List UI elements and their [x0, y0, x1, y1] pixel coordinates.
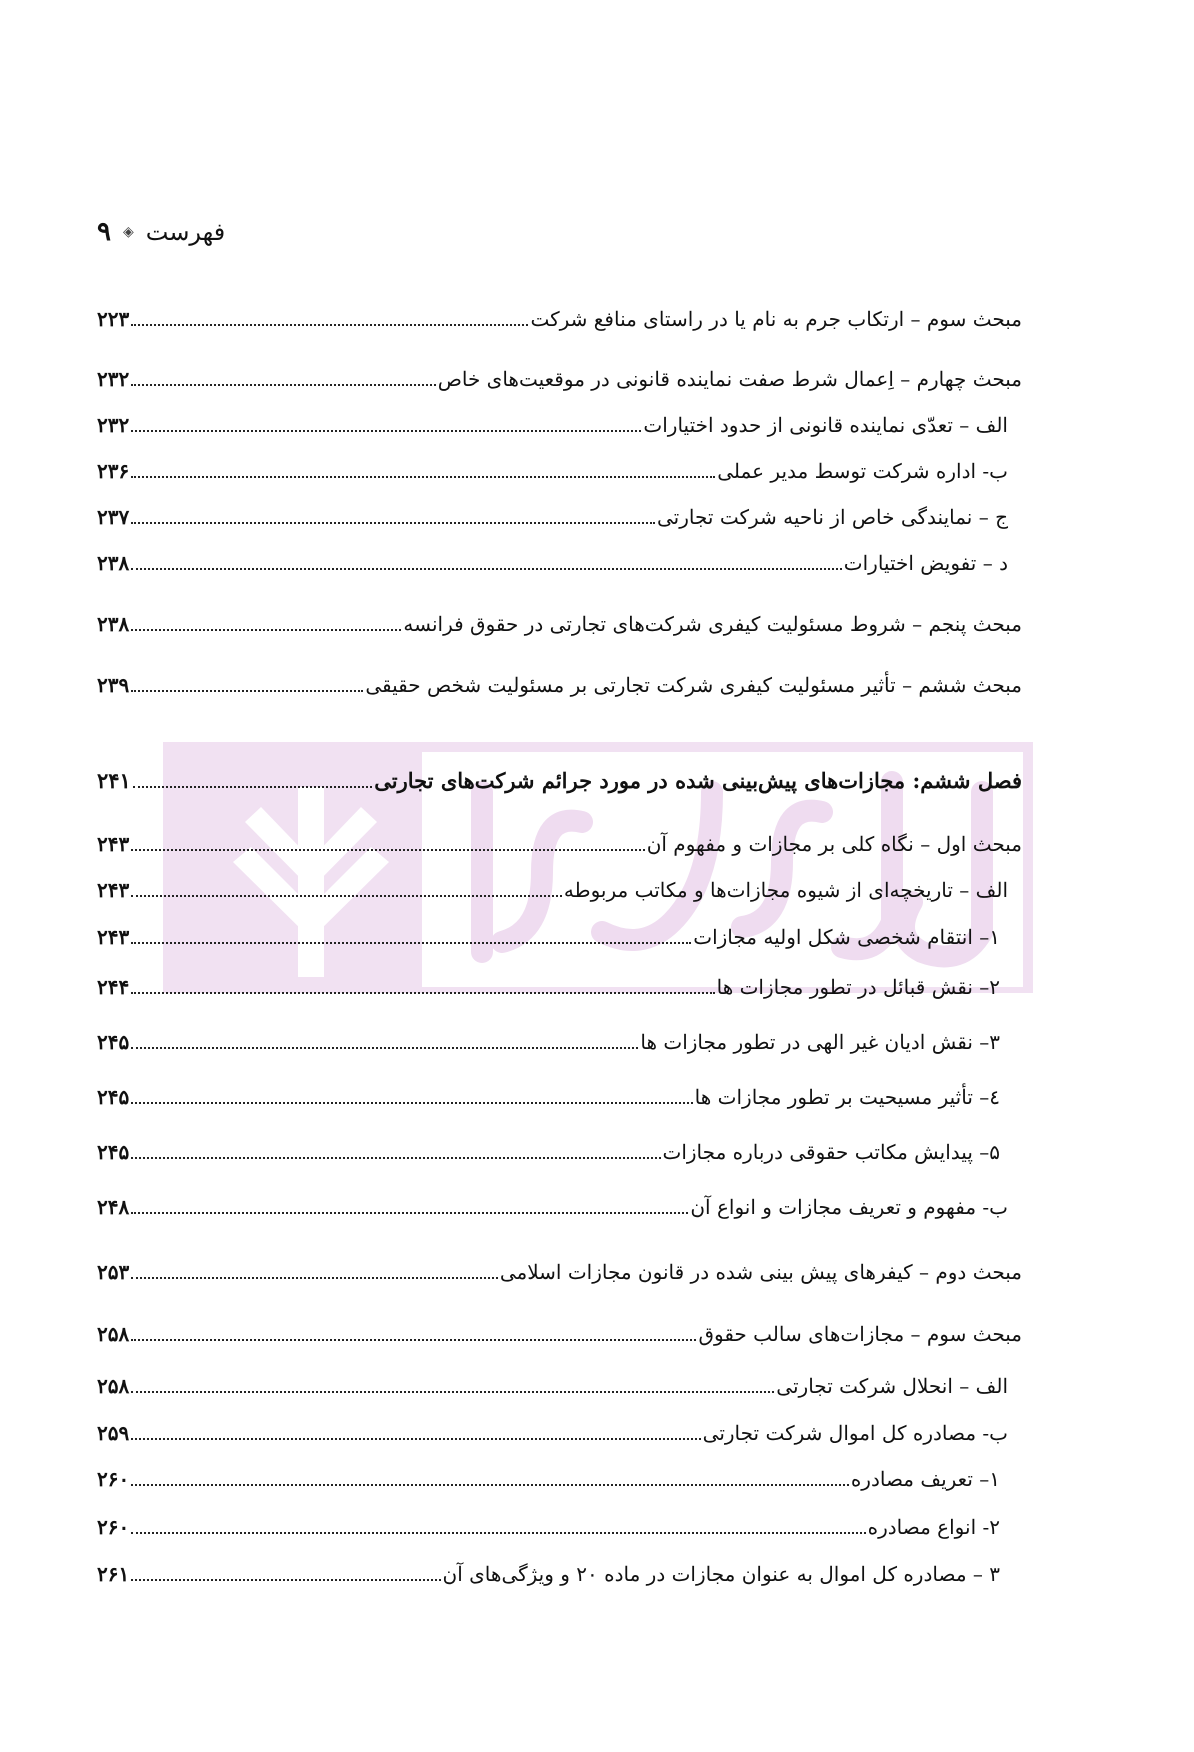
toc-entry-page: ۲۴۱: [97, 768, 131, 793]
toc-entry-title: ۳ – مصادره کل اموال به عنوان مجازات در ماده ۲۰ و ویژگی‌های آن: [442, 1562, 1000, 1586]
toc-entry[interactable]: [97, 1021, 1022, 1057]
toc-entry[interactable]: [97, 1506, 1022, 1542]
toc-entry[interactable]: [97, 1313, 1022, 1349]
dot-leader: [131, 323, 528, 326]
toc-entry-page: ۲۴۸: [97, 1195, 130, 1219]
toc-entry-page: ۲۳۸: [97, 551, 130, 575]
toc-entry-title: مبحث چهارم – اِعمال شرط صفت نماینده قانونی در موقعیت‌های خاص: [437, 367, 1022, 391]
dot-leader: [131, 383, 435, 386]
dot-leader: [131, 1483, 849, 1486]
toc-entry-page: ۲۶۱: [97, 1562, 130, 1586]
toc-entry[interactable]: [97, 1186, 1022, 1222]
toc-entry-page: ۲۳۸: [97, 612, 130, 636]
toc-entry-page: ۲۴۳: [97, 925, 130, 949]
toc-entry[interactable]: [97, 1131, 1022, 1167]
toc-entry[interactable]: [97, 664, 1022, 700]
toc-entry-title: ۳– نقش ادیان غیر الهی در تطور مجازات ها: [640, 1030, 1000, 1054]
toc-entry-page: ۲۴۴: [97, 975, 130, 999]
toc-entry[interactable]: [97, 1076, 1022, 1112]
toc-entry-title: ۲– نقش قبائل در تطور مجازات ها: [716, 975, 1000, 999]
toc-entry-page: ۲۳۲: [97, 367, 130, 391]
toc-entry[interactable]: [97, 966, 1022, 1002]
toc-entry[interactable]: [97, 1553, 1022, 1589]
toc-entry[interactable]: [97, 298, 1022, 334]
toc-entry-title: مبحث ششم – تأثیر مسئولیت کیفری شرکت تجارتی بر مسئولیت شخص حقیقی: [365, 673, 1022, 697]
toc-entry-title: ۵– پیدایش مکاتب حقوقی درباره مجازات: [662, 1140, 1000, 1164]
dot-leader: [131, 991, 714, 994]
toc-entry[interactable]: [97, 869, 1022, 905]
toc-entry[interactable]: [97, 1458, 1022, 1494]
toc-entry-page: ۲۴۵: [97, 1085, 130, 1109]
toc-entry-page: ۲۳۷: [97, 505, 130, 529]
toc-entry-title: فصل ششم: مجازات‌های پیش‌بینی شده در مورد جرائم شرکت‌های تجارتی: [374, 768, 1022, 793]
toc-entry-title: د – تفویض اختیارات: [843, 551, 1008, 575]
toc-entry-title: ٤– تأثیر مسیحیت بر تطور مجازات ها: [694, 1085, 1000, 1109]
toc-entry[interactable]: [97, 1412, 1022, 1448]
dot-leader: [133, 785, 372, 788]
dot-leader: [131, 1046, 638, 1049]
toc-entry[interactable]: [97, 823, 1022, 859]
toc-entry-page: ۲۳۹: [97, 673, 130, 697]
toc-entry-title: مبحث اول – نگاه کلی بر مجازات و مفهوم آن: [646, 832, 1022, 856]
dot-leader: [131, 689, 363, 692]
toc-entry-title: مبحث پنجم – شروط مسئولیت کیفری شرکت‌های تجارتی در حقوق فرانسه: [403, 612, 1022, 636]
toc-entry-title: ج – نمایندگی خاص از ناحیه شرکت تجارتی: [657, 505, 1008, 529]
dot-leader: [131, 628, 401, 631]
dot-leader: [131, 941, 691, 944]
toc-entry-page: ۲۶۰: [97, 1515, 130, 1539]
toc-entry-title: الف – تعدّی نماینده قانونی از حدود اختیارات: [643, 413, 1008, 437]
toc-entry-page: ۲۵۸: [97, 1322, 130, 1346]
toc-entry-page: ۲۵۸: [97, 1374, 130, 1398]
toc-entry[interactable]: [97, 916, 1022, 952]
toc-entry-title: الف – انحلال شرکت تجارتی: [776, 1374, 1008, 1398]
toc-entry[interactable]: [97, 603, 1022, 639]
toc-entry-page: ۲۵۹: [97, 1421, 130, 1445]
toc-entry-title: ب- مفهوم و تعریف مجازات و انواع آن: [690, 1195, 1008, 1219]
dot-leader: [131, 429, 641, 432]
dot-leader: [131, 1578, 440, 1581]
dot-leader: [131, 848, 644, 851]
dot-leader: [131, 1437, 700, 1440]
dot-leader: [131, 1531, 865, 1534]
toc-entry-title: ب- مصادره کل اموال شرکت تجارتی: [702, 1421, 1008, 1445]
toc-entry-page: ۲۴۵: [97, 1140, 130, 1164]
toc-entry-title: ۱– انتقام شخصی شکل اولیه مجازات: [693, 925, 1000, 949]
toc-entry-title: ۱– تعریف مصادره: [850, 1467, 1000, 1491]
dot-leader: [131, 1390, 774, 1393]
toc-entry[interactable]: [97, 1251, 1022, 1287]
toc-entry-page: ۲۴۳: [97, 878, 130, 902]
toc-entry-page: ۲۳۶: [97, 459, 130, 483]
toc-entry[interactable]: [97, 1365, 1022, 1401]
toc-entry-page: ۲۴۵: [97, 1030, 130, 1054]
toc-entry-title: مبحث دوم – کیفرهای پیش بینی شده در قانون مجازات اسلامی: [499, 1260, 1022, 1284]
toc-entry-title: مبحث سوم – ارتکاب جرم به نام یا در راستای منافع شرکت: [530, 307, 1022, 331]
toc-entry-title: ۲- انواع مصادره: [867, 1515, 1000, 1539]
toc-entry-page: ۲۵۳: [97, 1260, 130, 1284]
toc-entry-page: ۲۲۳: [97, 307, 130, 331]
dot-leader: [131, 521, 655, 524]
toc-entry[interactable]: [97, 358, 1022, 394]
toc-chapter-entry[interactable]: [97, 760, 1022, 796]
toc-entry-title: مبحث سوم – مجازات‌های سالب حقوق: [698, 1322, 1022, 1346]
dot-leader: [131, 894, 562, 897]
toc-entry-page: ۲۳۲: [97, 413, 130, 437]
toc-entry[interactable]: [97, 542, 1022, 578]
toc-entry[interactable]: [97, 404, 1022, 440]
header-title: فهرست: [145, 218, 226, 246]
page-number: ۹: [97, 217, 111, 247]
toc-entry[interactable]: [97, 496, 1022, 532]
dot-leader: [131, 1211, 688, 1214]
toc-entry-title: الف – تاریخچه‌ای از شیوه مجازات‌ها و مکاتب مربوطه: [563, 878, 1008, 902]
toc-entry-title: ب- اداره شرکت توسط مدیر عملی: [717, 459, 1008, 483]
dot-leader: [131, 1101, 692, 1104]
dot-leader: [131, 567, 842, 570]
dot-leader: [131, 1276, 498, 1279]
dot-leader: [131, 475, 715, 478]
toc-entry-page: ۲۶۰: [97, 1467, 130, 1491]
dot-leader: [131, 1156, 660, 1159]
toc-entry[interactable]: [97, 450, 1022, 486]
toc-entry-page: ۲۴۳: [97, 832, 130, 856]
diamond-ornament-icon: ◈: [122, 224, 134, 240]
dot-leader: [131, 1338, 696, 1341]
